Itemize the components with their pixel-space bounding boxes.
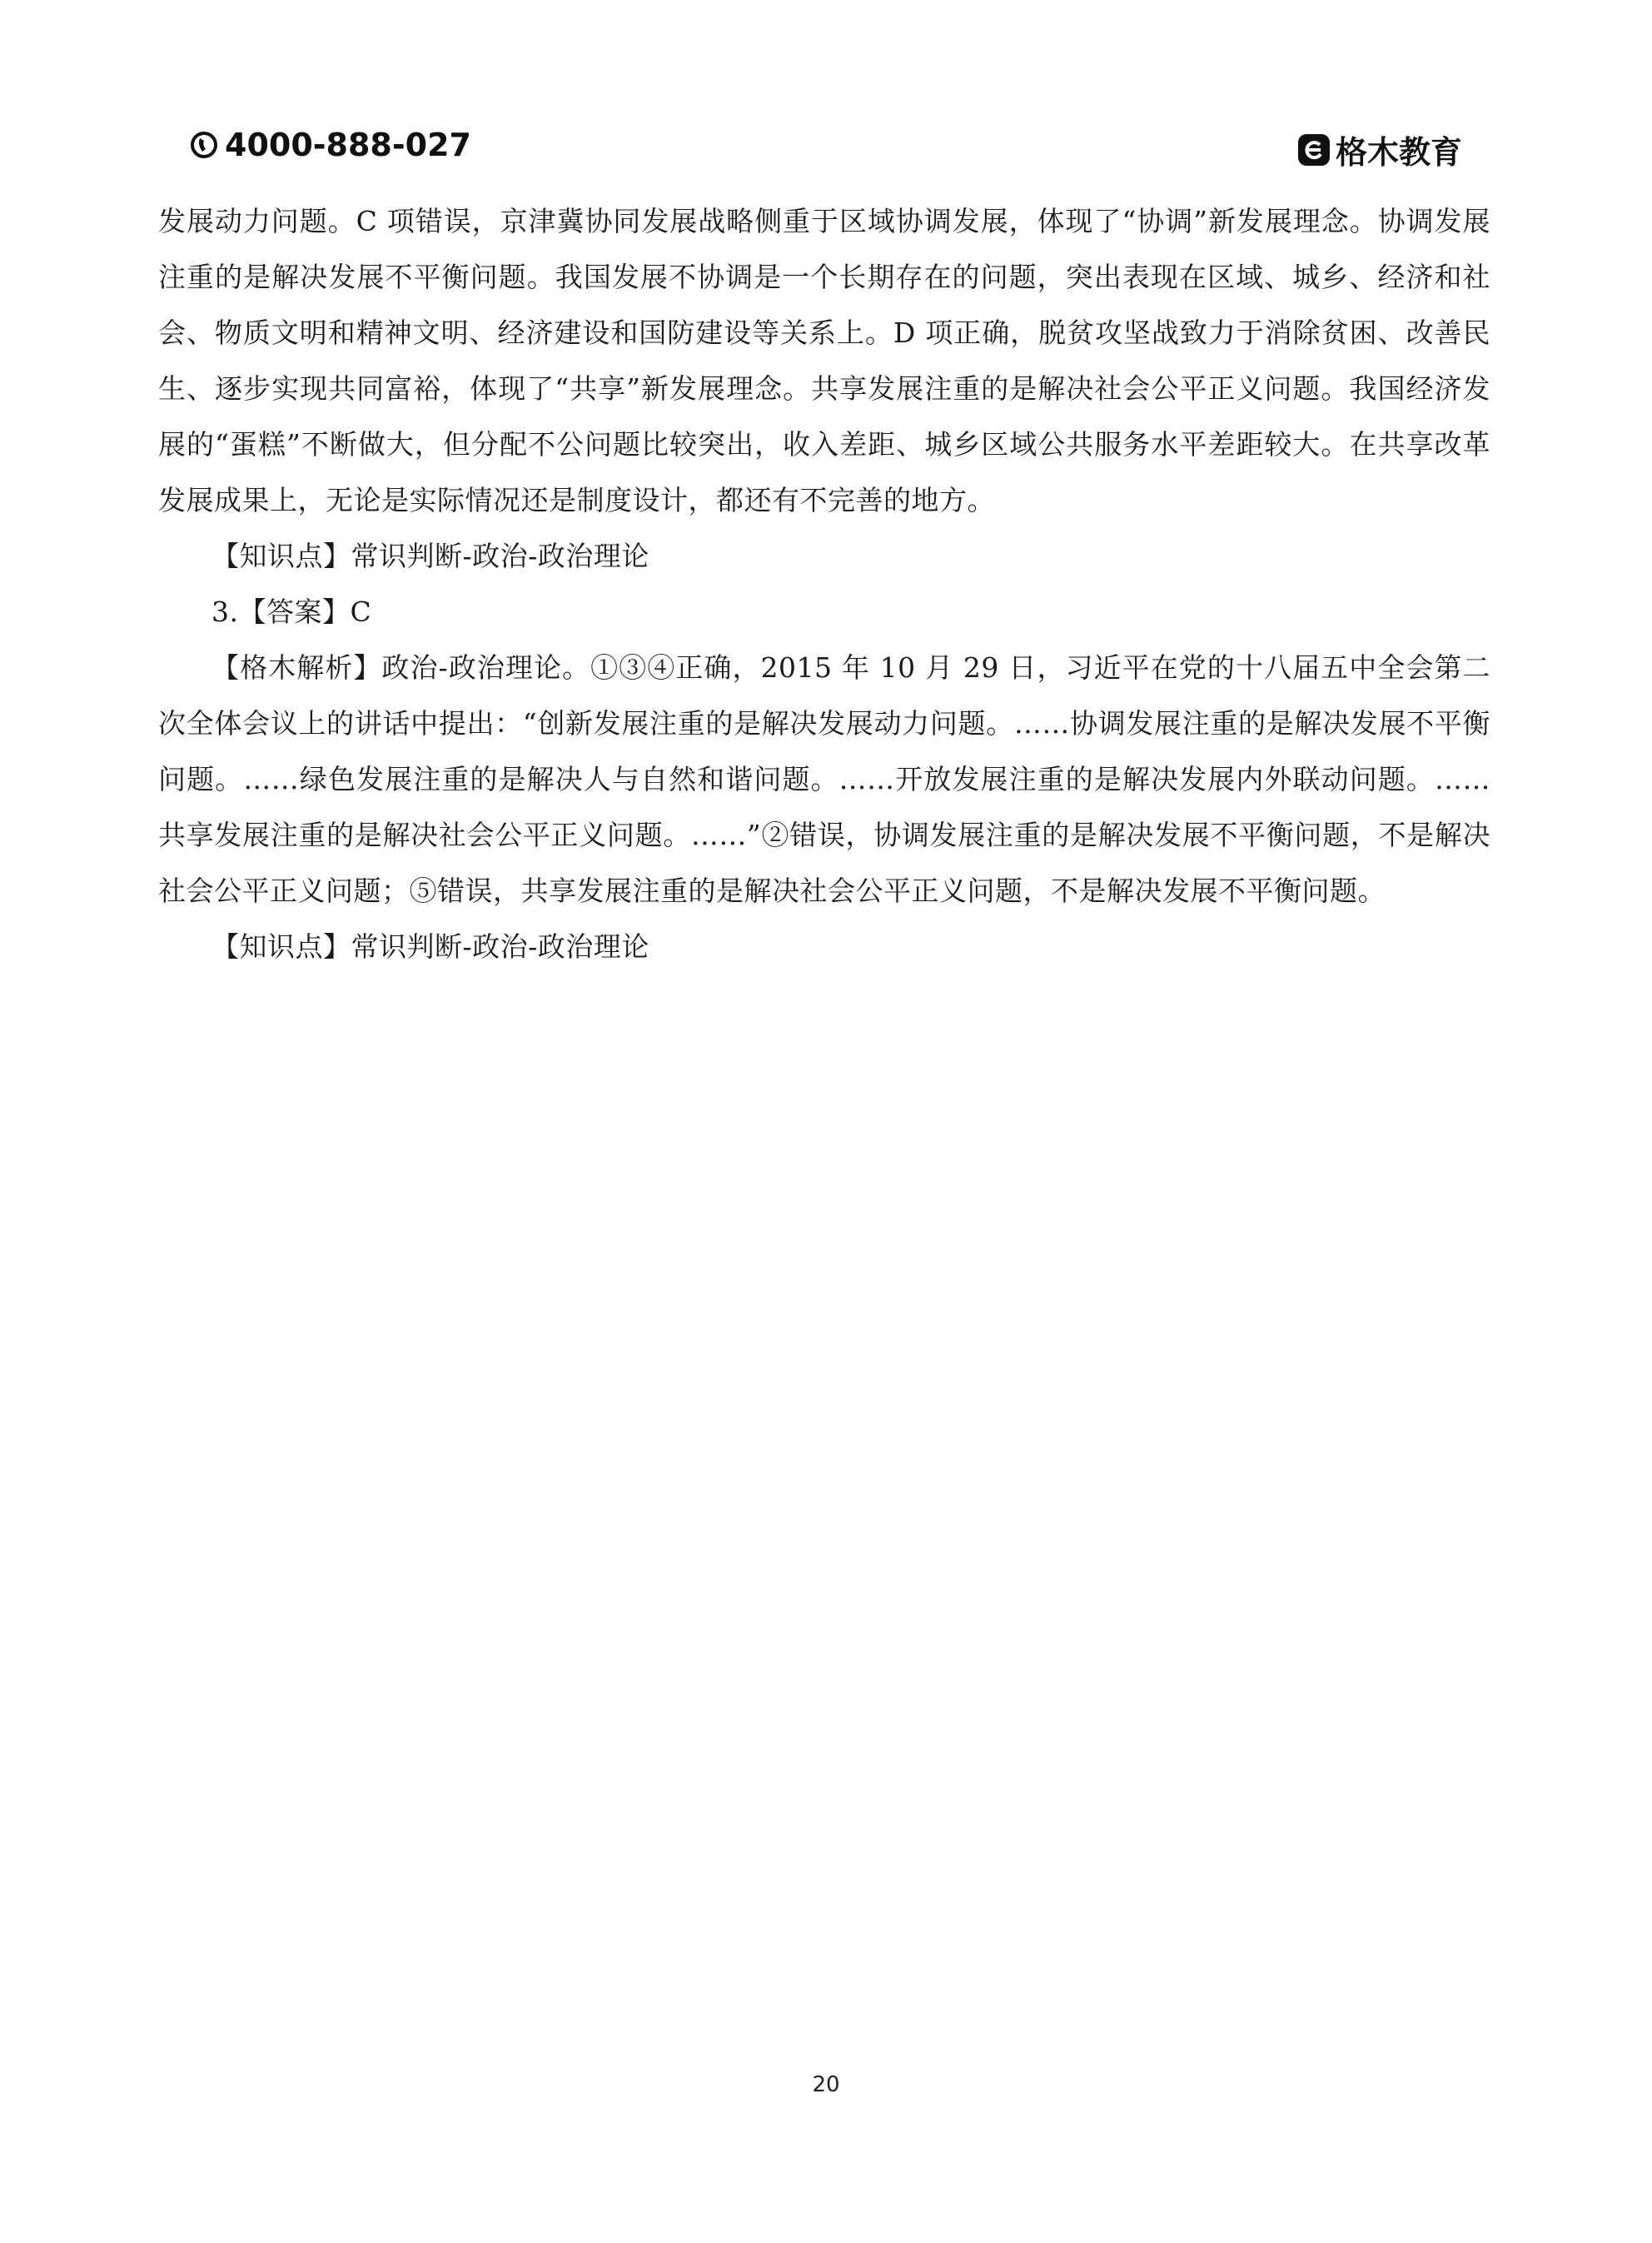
phone-contact bbox=[190, 127, 471, 163]
brand-name: 格木教育 bbox=[1335, 134, 1462, 171]
analysis-paragraph-continued: 发展动力问题。C 项错误，京津冀协同发展战略侧重于区域协调发展，体现了“协调”新发展理念。协调发展注重的是解决发展不平衡问题。我国发展不协调是一个长期存在的问题，突出表现在区域、城乡、经济和社会、物质文明和精神文明、经济建设和国防建设等关系上。D 项正确，脱贫攻坚战致力于消除贫困、改善民生、逐步实现共同富裕，体现了“共享”新发展理念。共享发展注重的是解决社会公平正义问题。我国经济发展的“蛋糕”不断做大，但分配不公问题比较突出，收入差距、城乡区域公共服务水平差距较大。在共享改革发展成果上，无论是实际情况还是制度设计，都还有不完善的地方。 bbox=[158, 205, 1490, 516]
page-number: 20 bbox=[812, 2072, 840, 2097]
brand-logo bbox=[1297, 127, 1462, 172]
phone-number: 4000-888-027 bbox=[225, 127, 471, 163]
analysis-paragraph: 【格木解析】政治-政治理论。①③④正确，2015 年 10 月 29 日，习近平在党的十八届五中全会第二次全体会议上的讲话中提出：“创新发展注重的是解决发展动力问题。……协调发展注重的是解决发展不平衡问题。……绿色发展注重的是解决人与自然和谐问题。……开放发展注重的是解决发展内外联动问题。……共享发展注重的是解决社会公平正义问题。……”②错误，协调发展注重的是解决发展不平衡问题，不是解决社会公平正义问题；⑤错误，共享发展注重的是解决社会公平正义问题，不是解决发展不平衡问题。 bbox=[158, 651, 1490, 907]
page-header bbox=[190, 127, 1462, 177]
knowledge-point-label: 【知识点】常识判断-政治-政治理论 bbox=[211, 930, 649, 963]
e-logo-icon bbox=[1297, 133, 1331, 167]
answer-label: 3.【答案】C bbox=[211, 596, 372, 628]
knowledge-point-label: 【知识点】常识判断-政治-政治理论 bbox=[211, 540, 649, 572]
phone-icon bbox=[190, 129, 218, 161]
document-body bbox=[158, 193, 1490, 974]
